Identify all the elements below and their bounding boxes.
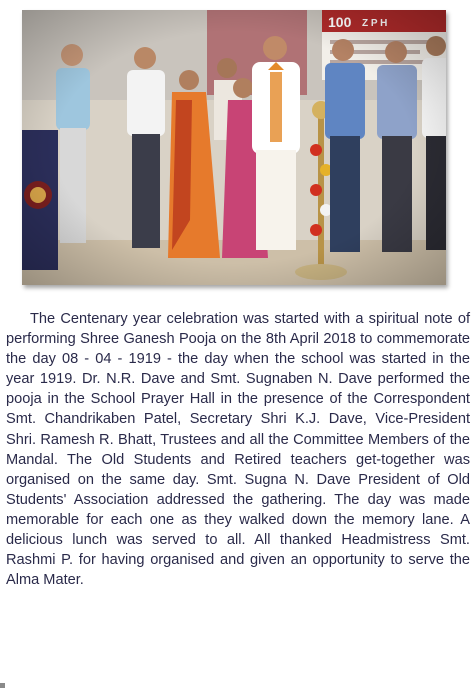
article-body xyxy=(6,309,470,590)
photo-event-lamp-lighting-icon xyxy=(22,10,446,285)
event-photo xyxy=(22,10,446,285)
corner-mark xyxy=(0,683,5,688)
banner-text-number: 100 xyxy=(328,14,352,30)
banner-text-letters: Z P H xyxy=(362,18,388,29)
article-paragraph: The Centenary year celebration was started with a spiritual note of performing Shree Ganesh Pooja on the 8th April 2018 to commemorate the day 08 - 04 - 1919 - the day when the school was started in the year 1919. Dr. N.R. Dave and Smt. Sugnaben N. Dave performed the pooja in the School Prayer Hall in the presence of the Correspondent Smt. Chandrikaben Patel, Secretary Shri K.J. Dave, Vice-President Shri. Ramesh R. Bhatt, Trustees and all the Committee Members of the Mandal. The Old Students and Retired teachers get-together was organised on the same day. Smt. Sugna N. Dave President of Old Students' Association addressed the gathering. The day was made memorable for each one as they walked down the memory lane. A delicious lunch was served to all. All thanked Headmistress Smt. Rashmi P. for having organised and given an opportunity to serve the Alma Mater. xyxy=(6,311,470,589)
